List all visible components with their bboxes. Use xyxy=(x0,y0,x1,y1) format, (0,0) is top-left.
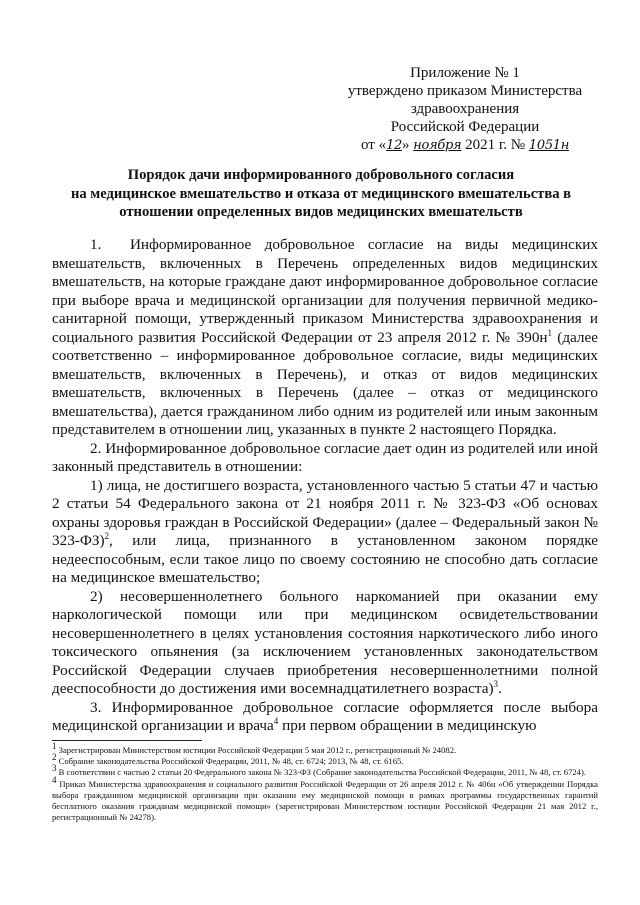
footnote-2 xyxy=(52,752,598,767)
ministry-line: здравоохранения xyxy=(410,101,520,117)
footnote-ref-2: 2 xyxy=(104,530,110,541)
handwritten-order-number: 1051н xyxy=(528,138,570,153)
item-2-text-a: 2) несовершеннолетнего больного наркоманией при оказании ему наркологической помощи или при медицинском освидетельствовании несовершеннолетнего в целях установления состояния наркотического либо иного токсического опьянения (за исключением установленных законодательством Российской Федерации случаев приобретения несовершеннолетними полной дееспособности до достижения ими восемнадцатилетнего возраста) xyxy=(52,587,598,697)
footnote-3-number: 3 xyxy=(52,763,57,774)
handwritten-month: ноября xyxy=(413,138,462,153)
item-1-text-b: , или лица, признанного в установленном законом порядке недееспособным, если такое лицо по своему состоянию не способно дать согласие на медицинское вмешательство; xyxy=(52,532,598,586)
footnote-1-text: Зарегистрирован Министерством юстиции Российской Федерации 5 мая 2012 г., регистрационный № 24082. xyxy=(56,745,457,755)
country-line: Российской Федерации xyxy=(390,119,540,135)
footnote-ref-3: 3 xyxy=(493,678,499,689)
paragraph-2-item-2 xyxy=(52,588,598,699)
footnote-4-number: 4 xyxy=(52,774,57,785)
footnote-ref-1: 1 xyxy=(547,327,553,338)
paragraph-1-text-a: 1. Информированное добровольное согласие на виды медицинских вмешательств, включенных в Перечень определенных видов медицинских вмешательств, на которые граждане дают информированное добровольное согласие при выборе врача и медицинской организации для получения первичной медико-санитарной помощи, утвержденный приказом Министерства здравоохранения и социального развития Российской Федерации от 23 апреля 2012 г. № 390н xyxy=(52,236,598,346)
paragraph-3-text-b: при первом обращении в медицинскую xyxy=(278,717,537,734)
paragraph-2: 2. Информированное добровольное согласие дает один из родителей или иной законный представитель в отношении: xyxy=(52,439,598,475)
footnote-4 xyxy=(52,774,598,824)
date-prefix: от « xyxy=(360,137,387,153)
paragraph-3-text-a: 3. Информированное добровольное согласие оформляется после выбора медицинской организации и врача xyxy=(52,698,598,734)
footnote-3-text: В соответствии с частью 2 статьи 20 Федерального закона № 323-ФЗ (Собрание законодательства Российской Федерации, 2011, № 48, ст. 6724). xyxy=(56,767,586,778)
item-2-text-b: . xyxy=(498,680,502,697)
footnote-ref-4: 4 xyxy=(273,715,279,726)
footnote-1 xyxy=(52,741,598,756)
paragraph-3 xyxy=(52,699,598,736)
title-line-2: на медицинское вмешательство и отказа от медицинского вмешательства в xyxy=(70,185,572,202)
paragraph-2-item-1 xyxy=(52,477,598,588)
footnote-1-number: 1 xyxy=(52,741,57,752)
footnote-separator xyxy=(52,740,202,741)
footnote-2-text: Собрание законодательства Российской Федерации, 2011, № 48, ст. 6724; 2013, № 48, ст. 6165. xyxy=(56,756,404,767)
approval-block xyxy=(340,64,590,155)
title-line-3: отношении определенных видов медицинских вмешательств xyxy=(119,204,523,220)
footnote-4-text: Приказ Министерства здравоохранения и социального развития Российской Федерации от 26 апреля 2012 г. № 406н «Об утверждении Порядка выбора гражданином медицинской организации при оказании ему медицинской помощи в рамках программы государственных гарантий бесплатного оказания гражданам медицинской помощи» (зарегистрирован Министерством юстиции Российской Федерации 21 мая 2012 г., регистрационный № 24278). xyxy=(52,778,598,823)
order-date-line xyxy=(340,136,590,155)
document-title xyxy=(40,166,602,222)
date-mid: » xyxy=(402,137,414,153)
item-1-text-a: 1) лица, не достигшего возраста, установленного частью 5 статьи 47 и частью 2 статьи 54 Федерального закона от 21 ноября 2011 г. № 323-ФЗ «Об основах охраны здоровья граждан в Российской Федерации» (далее – Федеральный закон № 323-ФЗ) xyxy=(52,476,598,549)
paragraph-1-text-b: (далее соответственно – информированное добровольное согласие, виды медицинских вмешательств, включенных в Перечень), и отказ от видов медицинских вмешательств, включенных в Перечень (далее – отказ от медицинского вмешательства), дается гражданином либо одним из родителей или иным законным представителем в отношении лиц, указанных в пункте 2 настоящего Порядка. xyxy=(52,328,598,438)
appendix-label: Приложение № 1 xyxy=(410,65,520,81)
footnote-2-number: 2 xyxy=(52,752,57,763)
footnote-3 xyxy=(52,763,598,778)
document-body xyxy=(52,236,598,736)
title-line-1: Порядок дачи информированного добровольного согласия xyxy=(127,167,515,183)
approved-by-line: утверждено приказом Министерства xyxy=(347,83,583,99)
footnotes xyxy=(52,741,598,823)
paragraph-1 xyxy=(52,236,598,440)
year-text: 2021 г. № xyxy=(461,137,529,153)
handwritten-day: 12 xyxy=(386,138,403,153)
